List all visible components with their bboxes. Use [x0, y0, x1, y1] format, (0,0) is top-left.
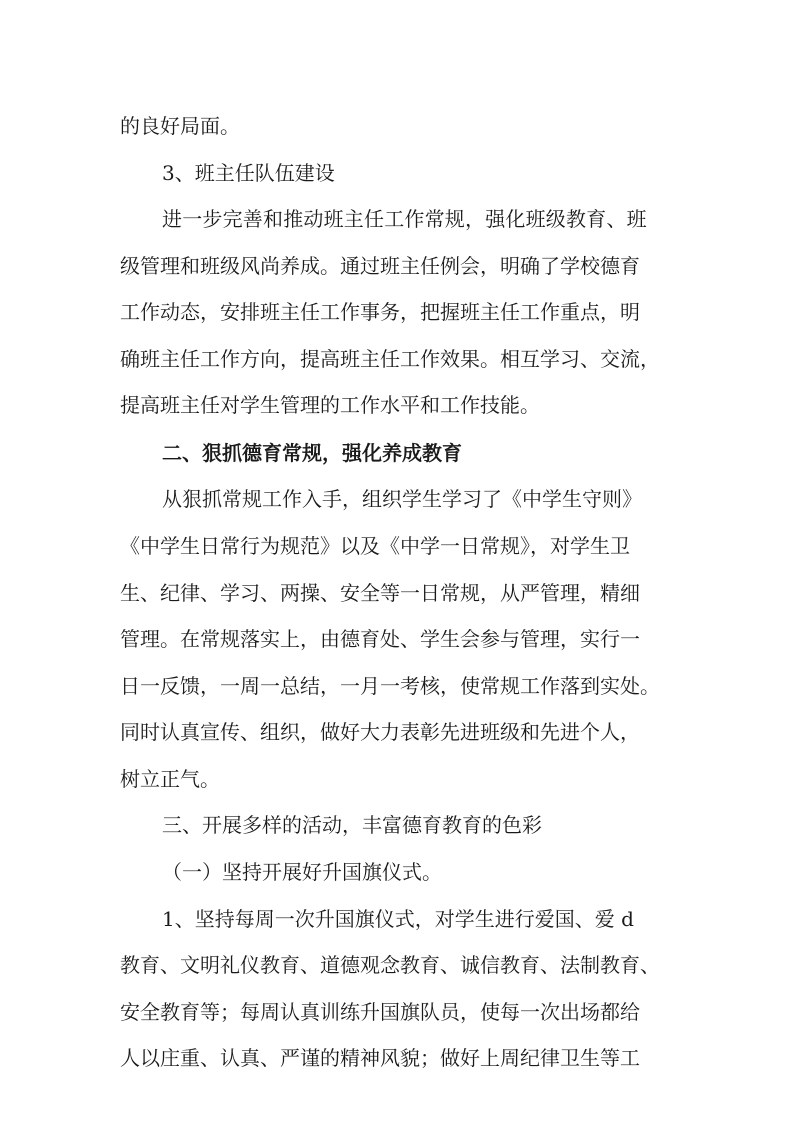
text-line: 人以庄重、认真、严谨的精神风貌；做好上周纪律卫生等工 [120, 1046, 640, 1070]
text-line: 树立正气。 [120, 767, 220, 791]
text-line: 从狠抓常规工作入手，组织学生学习了《中学生守则》 [162, 487, 642, 511]
section-heading: 三、开展多样的活动，丰富德育教育的色彩 [162, 813, 542, 837]
text-line: 教育、文明礼仪教育、道德观念教育、诚信教育、法制教育、 [120, 953, 660, 977]
text-line: 日一反馈，一周一总结，一月一考核，使常规工作落到实处。 [120, 674, 660, 698]
section-heading: 3、班主任队伍建设 [162, 161, 335, 185]
text-line: 确班主任工作方向，提高班主任工作效果。相互学习、交流， [120, 347, 660, 371]
text-line: 同时认真宣传、组织，做好大力表彰先进班级和先进个人， [120, 720, 640, 744]
text-line: 工作动态，安排班主任工作事务，把握班主任工作重点，明 [120, 300, 640, 324]
text-line: 的良好局面。 [120, 114, 240, 138]
text-line: 提高班主任对学生管理的工作水平和工作技能。 [120, 393, 540, 417]
text-line: 管理。在常规落实上，由德育处、学生会参与管理，实行一 [120, 627, 640, 651]
section-heading: 二、狠抓德育常规，强化养成教育 [162, 441, 462, 465]
text-line: 安全教育等；每周认真训练升国旗队员，使每一次出场都给 [120, 1000, 640, 1024]
text-line: 《中学生日常行为规范》以及《中学一日常规》，对学生卫 [120, 534, 630, 558]
subsection-heading: （一）坚持开展好升国旗仪式。 [162, 860, 442, 884]
text-line: 1、坚持每周一次升国旗仪式，对学生进行爱国、爱 d [162, 907, 634, 931]
text-line: 生、纪律、学习、两操、安全等一日常规，从严管理，精细 [120, 581, 640, 605]
text-line: 级管理和班级风尚养成。通过班主任例会，明确了学校德育 [120, 254, 640, 278]
text-line: 进一步完善和推动班主任工作常规，强化班级教育、班 [162, 207, 647, 231]
